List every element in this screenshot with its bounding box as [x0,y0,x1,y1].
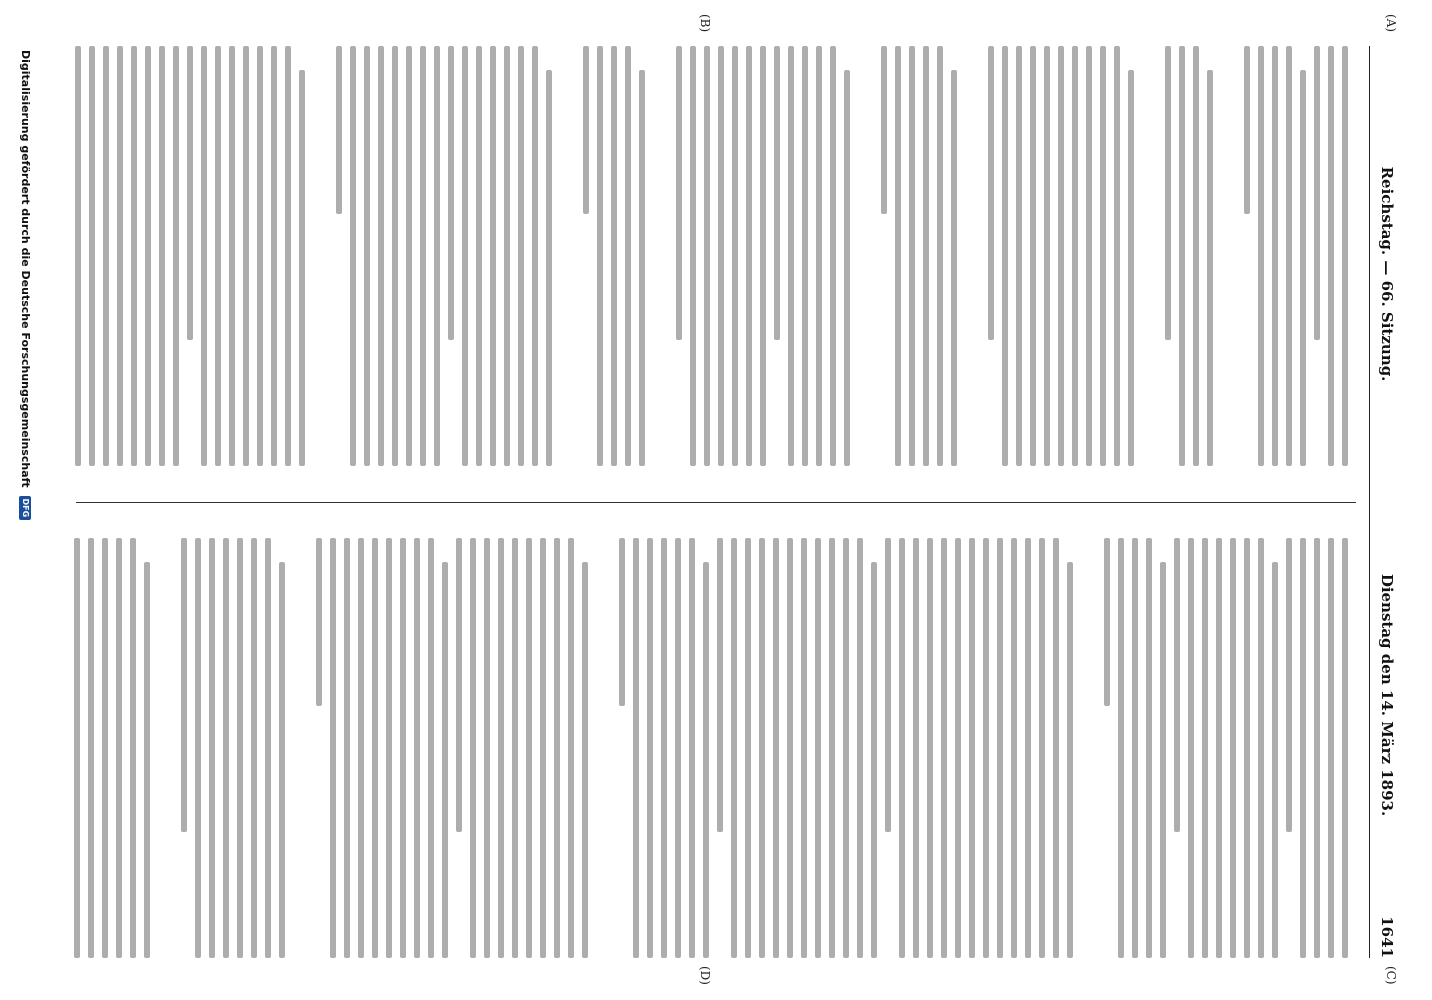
text-column-right [72,538,1356,958]
page-header [1369,46,1404,958]
margin-marker-d: (D) [698,966,712,985]
digitization-credit-text: Digitalisierung gefördert durch die Deutsche Forschungsgemeinschaft [19,50,32,488]
column-divider [76,502,1356,503]
margin-marker-b: (B) [698,14,712,33]
margin-marker-a: (A) [1384,14,1398,33]
dfg-logo: DFG [19,496,31,521]
text-column-left [72,46,1356,466]
page-number: 1641 [1378,916,1396,958]
header-right-date: Dienstag den 14. März 1893. [1378,573,1396,817]
margin-marker-c: (C) [1384,966,1398,985]
digitization-credit [18,50,32,520]
header-left-title: Reichstag. — 66. Sitzung. [1378,166,1396,382]
